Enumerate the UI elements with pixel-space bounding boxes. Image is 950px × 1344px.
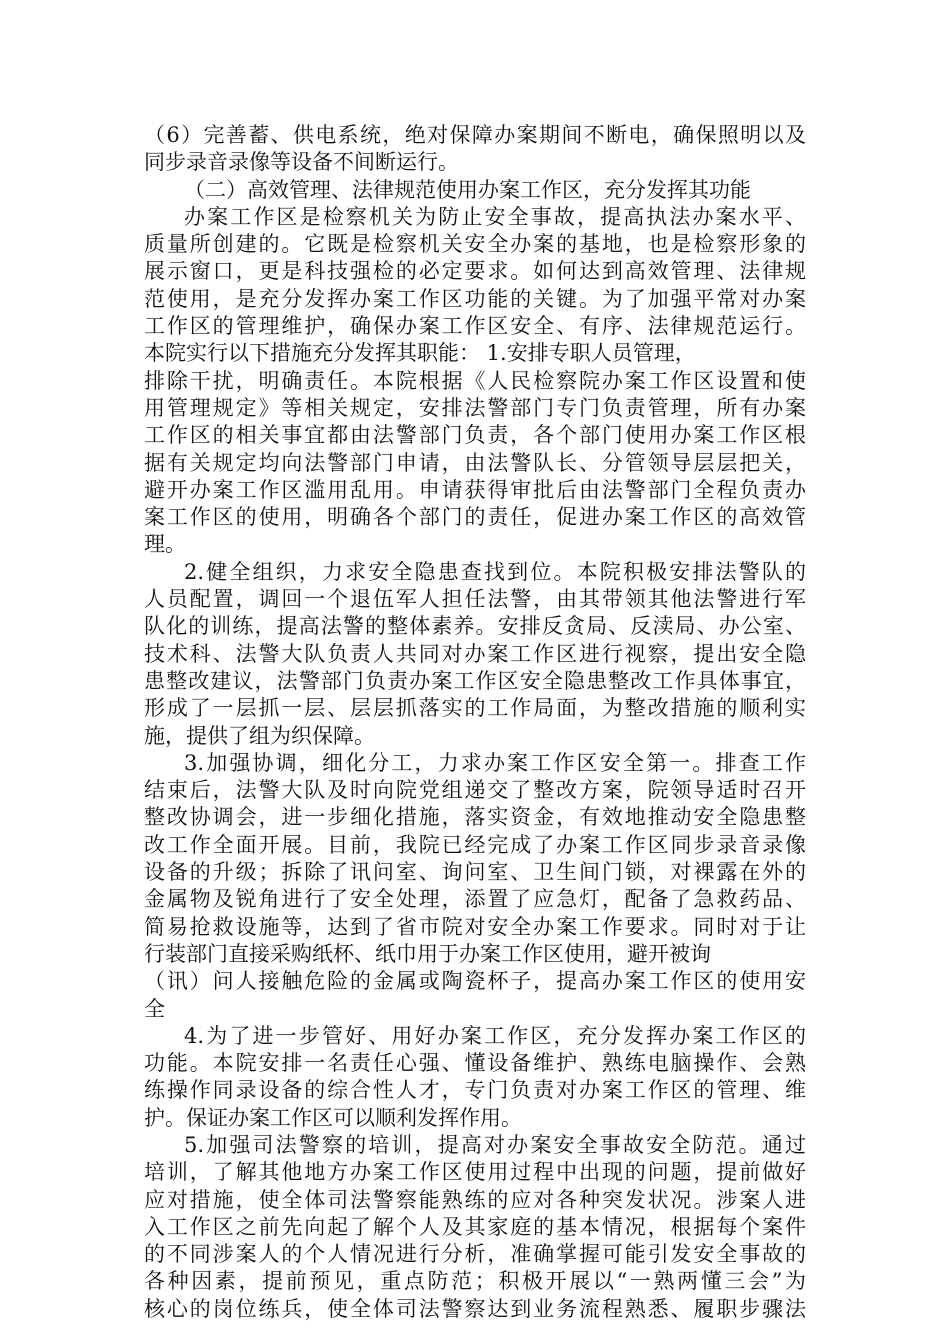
text-line: 5.加强司法警察的培训，提高对办案安全事故安全防范。通过 — [184, 1132, 806, 1157]
text-line: 人员配置，调回一个退伍军人担任法警，由其带领其他法警进行军 — [144, 587, 806, 612]
text-line: 队化的训练，提高法警的整体素养。安排反贪局、反渎局、办公室、 — [144, 614, 806, 639]
text-line: 核心的岗位练兵，使全体司法警察达到业务流程熟悉、履职步骤法 — [144, 1296, 806, 1321]
text-line: 患整改建议，法警部门负责办案工作区安全隐患整改工作具体事宜， — [144, 668, 806, 693]
text-line: 3.加强协调，细化分工，力求办案工作区安全第一。排查工作 — [184, 750, 806, 775]
text-line: 案工作区的使用，明确各个部门的责任，促进办案工作区的高效管 — [144, 505, 806, 530]
text-line: 金属物及锐角进行了安全处理，添置了应急灯，配备了急救药品、 — [144, 887, 806, 912]
text-line: （二）高效管理、法律规范使用办案工作区，充分发挥其功能 — [184, 177, 751, 202]
text-line: 各种因素，提前预见，重点防范；积极开展以“一熟两懂三会”为 — [144, 1269, 806, 1294]
text-line: 用管理规定》等相关规定，安排法警部门专门负责管理，所有办案 — [144, 395, 806, 420]
text-line: 结束后，法警大队及时向院党组递交了整改方案，院领导适时召开 — [144, 778, 806, 803]
document-body — [144, 122, 806, 1323]
text-line: 形成了一层抓一层、层层抓落实的工作局面，为整改措施的顺利实 — [144, 696, 806, 721]
text-line: 的不同涉案人的个人情况进行分析，准确掌握可能引发安全事故的 — [144, 1242, 806, 1267]
text-line: （讯）问人接触危险的金属或陶瓷杯子，提高办案工作区的使用安 — [144, 969, 806, 994]
text-line: 工作区的管理维护，确保办案工作区安全、有序、法律规范运行。 — [144, 314, 806, 339]
text-line: 质量所创建的。它既是检察机关安全办案的基地，也是检察形象的 — [144, 232, 806, 257]
text-line: 展示窗口，更是科技强检的必定要求。如何达到高效管理、法律规 — [144, 259, 806, 284]
text-line: 练操作同录设备的综合性人才，专门负责对办案工作区的管理、维 — [144, 1078, 806, 1103]
text-line: 本院实行以下措施充分发挥其职能： 1.安排专职人员管理， — [144, 341, 696, 366]
text-line: 避开办案工作区滥用乱用。申请获得审批后由法警部门全程负责办 — [144, 477, 806, 502]
text-line: （6）完善蓄、供电系统，绝对保障办案期间不断电，确保照明以及 — [144, 123, 806, 147]
text-line: 功能。本院安排一名责任心强、懂设备维护、熟练电脑操作、会熟 — [144, 1051, 806, 1076]
text-line: 范使用，是充分发挥办案工作区功能的关键。为了加强平常对办案 — [144, 286, 806, 311]
text-line: 施，提供了组为织保障。 — [144, 723, 375, 748]
text-line: 设备的升级；拆除了讯问室、询问室、卫生间门锁，对裸露在外的 — [144, 860, 806, 885]
text-line: 行装部门直接采购纸杯、纸巾用于办案工作区使用，避开被询 — [144, 941, 711, 966]
text-line: 工作区的相关事宜都由法警部门负责，各个部门使用办案工作区根 — [144, 423, 806, 448]
text-line: 4.为了进一步管好、用好办案工作区，充分发挥办案工作区的 — [184, 1023, 806, 1048]
text-line: 理。 — [144, 532, 186, 557]
text-line: 培训，了解其他地方办案工作区使用过程中出现的问题，提前做好 — [144, 1160, 806, 1185]
text-line: 办案工作区是检察机关为防止安全事故，提高执法办案水平、 — [184, 204, 806, 229]
text-line: 据有关规定均向法警部门申请，由法警队长、分管领导层层把关， — [144, 450, 806, 475]
text-line: 排除干扰，明确责任。本院根据《人民检察院办案工作区设置和使 — [144, 368, 806, 393]
text-line: 整改协调会，进一步细化措施，落实资金，有效地推动安全隐患整 — [144, 805, 806, 830]
text-line: 简易抢救设施等，达到了省市院对安全办案工作要求。同时对于让 — [144, 914, 806, 939]
text-line: 应对措施，使全体司法警察能熟练的应对各种突发状况。涉案人进 — [144, 1187, 806, 1212]
text-line: 2.健全组织，力求安全隐患查找到位。本院积极安排法警队的 — [184, 559, 806, 584]
text-line: 护。保证办案工作区可以顺利发挥作用。 — [144, 1105, 522, 1130]
text-line: 同步录音录像等设备不间断运行。 — [144, 150, 459, 175]
text-line: 技术科、法警大队负责人共同对办案工作区进行视察，提出安全隐 — [144, 641, 806, 666]
text-line: 全 — [144, 996, 165, 1021]
text-line: 改工作全面开展。目前，我院已经完成了办案工作区同步录音录像 — [144, 832, 806, 857]
text-line: 入工作区之前先向起了解个人及其家庭的基本情况，根据每个案件 — [144, 1214, 806, 1239]
